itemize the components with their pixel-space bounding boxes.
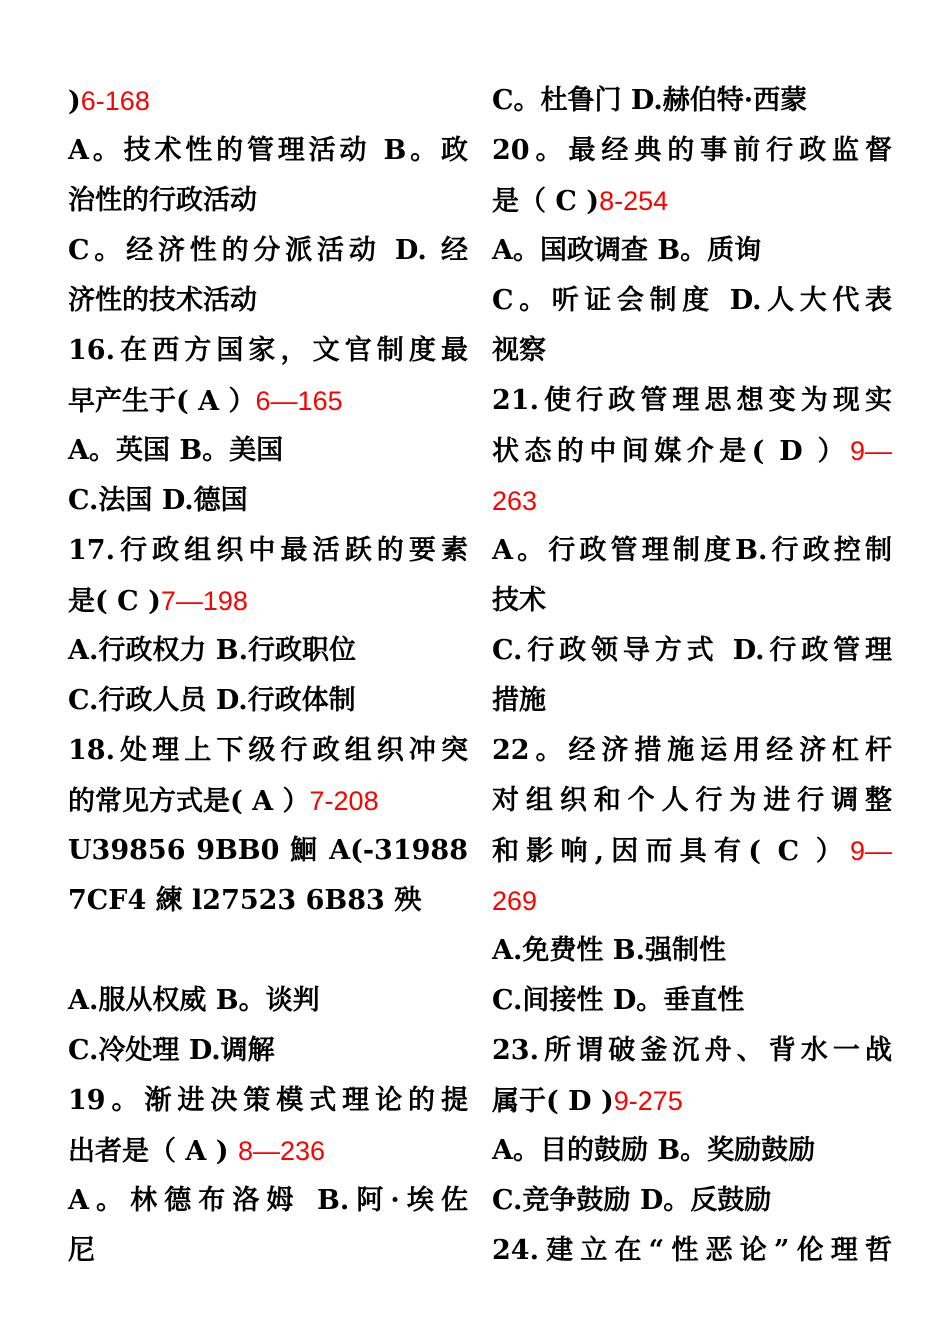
- question-text: U39856 9BB0 鮰 A(-31988: [68, 835, 468, 866]
- question-text: 状态的中间媒介是( D ）: [492, 436, 850, 467]
- question-text: C.法国 D.德国: [68, 485, 248, 516]
- question-text: 是( C ): [68, 586, 161, 617]
- question-text: 18.处理上下级行政组织冲突: [68, 735, 468, 766]
- text-line: [492, 826, 892, 876]
- text-line: [492, 1126, 892, 1176]
- question-text: ): [68, 86, 81, 117]
- question-text: 19。渐进决策模式理论的提: [68, 1085, 468, 1116]
- page-reference: 7—198: [160, 586, 248, 616]
- page-reference: 8—236: [237, 1136, 326, 1166]
- text-line: [68, 176, 468, 226]
- question-text: 视察: [492, 335, 546, 366]
- text-line: [68, 1176, 468, 1226]
- text-line: [492, 426, 892, 476]
- text-line: [492, 1076, 892, 1126]
- right-column: [492, 76, 892, 1276]
- text-line: [68, 1076, 468, 1126]
- question-text: C.行政人员 D.行政体制: [68, 685, 356, 716]
- question-text: A。国政调查 B。质询: [492, 235, 762, 266]
- question-text: C。杜鲁门 D.赫伯特·西蒙: [492, 85, 808, 116]
- text-line: [492, 576, 892, 626]
- question-text: C.竞争鼓励 D。反鼓励: [492, 1185, 772, 1216]
- question-text: 7CF4 練 l27523 6B83 殃: [68, 885, 422, 916]
- question-text: C。经济性的分派活动 D. 经: [68, 235, 468, 266]
- question-text: 20。最经典的事前行政监督: [492, 135, 892, 166]
- text-line: [492, 176, 892, 226]
- question-text: 治性的行政活动: [68, 185, 257, 216]
- text-line: [68, 1026, 468, 1076]
- text-line: [492, 726, 892, 776]
- page-reference: 9—: [849, 436, 892, 466]
- question-text: 措施: [492, 685, 546, 716]
- question-text: A.行政权力 B.行政职位: [68, 635, 356, 666]
- text-line: [492, 276, 892, 326]
- text-line: [492, 776, 892, 826]
- text-line: [492, 1176, 892, 1226]
- question-text: C。听证会制度 D.人大代表: [492, 285, 892, 316]
- page-reference: 9-275: [613, 1086, 683, 1116]
- text-line: [68, 926, 468, 976]
- text-line: [492, 1226, 892, 1276]
- question-text: A。行政管理制度B.行政控制: [492, 535, 892, 566]
- page-reference: 8-254: [599, 186, 669, 216]
- question-text: 出者是（ A ): [68, 1136, 238, 1167]
- text-line: [68, 76, 468, 126]
- text-line: [68, 376, 468, 426]
- text-line: [492, 226, 892, 276]
- text-line: [68, 826, 468, 876]
- text-line: [68, 876, 468, 926]
- question-text: 济性的技术活动: [68, 285, 257, 316]
- page-reference: 263: [492, 486, 538, 516]
- page-reference: 6-168: [80, 86, 150, 116]
- question-text: A。技术性的管理活动 B。政: [68, 135, 468, 166]
- question-text: A。林德布洛姆 B.阿·埃佐: [68, 1185, 468, 1216]
- text-line: [492, 676, 892, 726]
- text-line: [492, 476, 892, 526]
- text-line: [492, 376, 892, 426]
- question-text: 23.所谓破釜沉舟、背水一战: [492, 1035, 892, 1066]
- question-text: A.免费性 B.强制性: [492, 935, 726, 966]
- text-line: [68, 126, 468, 176]
- question-text: 21.使行政管理思想变为现实: [492, 385, 892, 416]
- text-line: [492, 76, 892, 126]
- question-text: 的常见方式是( A ）: [68, 786, 310, 817]
- text-line: [68, 1126, 468, 1176]
- text-line: [492, 976, 892, 1026]
- text-line: [68, 476, 468, 526]
- text-line: [68, 976, 468, 1026]
- text-line: [68, 426, 468, 476]
- text-line: [68, 526, 468, 576]
- question-text: A.服从权威 B。谈判: [68, 985, 320, 1016]
- text-line: [492, 1026, 892, 1076]
- question-text: C.间接性 D。垂直性: [492, 985, 745, 1016]
- text-line: [68, 226, 468, 276]
- question-text: 22。经济措施运用经济杠杆: [492, 735, 892, 766]
- page-reference: 6—165: [255, 386, 343, 416]
- question-text: C.行政领导方式 D.行政管理: [492, 635, 892, 666]
- question-text: 对组织和个人行为进行调整: [492, 785, 892, 816]
- question-text: 和影响,因而具有( C ）: [492, 836, 850, 867]
- question-text: 24.建立在“性恶论”伦理哲: [492, 1235, 892, 1266]
- page-reference: 269: [492, 886, 538, 916]
- page-reference: 9—: [849, 836, 892, 866]
- text-line: [68, 326, 468, 376]
- text-line: [492, 876, 892, 926]
- text-line: [68, 626, 468, 676]
- question-text: 早产生于( A ）: [68, 386, 256, 417]
- text-line: [68, 776, 468, 826]
- question-text: 16.在西方国家，文官制度最: [68, 335, 468, 366]
- question-text: 技术: [492, 585, 546, 616]
- question-text: A。英国 B。美国: [68, 435, 284, 466]
- text-line: [492, 126, 892, 176]
- page-reference: 7-208: [309, 786, 379, 816]
- text-line: [68, 576, 468, 626]
- text-line: [68, 726, 468, 776]
- text-line: [68, 676, 468, 726]
- question-text: 属于( D ): [492, 1086, 614, 1117]
- question-text: 尼: [68, 1235, 95, 1266]
- text-line: [492, 526, 892, 576]
- text-line: [68, 276, 468, 326]
- text-line: [68, 1226, 468, 1276]
- question-text: 是（ C ): [492, 186, 600, 217]
- text-line: [492, 626, 892, 676]
- question-text: C.冷处理 D.调解: [68, 1035, 275, 1066]
- text-line: [492, 326, 892, 376]
- text-line: [492, 926, 892, 976]
- question-text: A。目的鼓励 B。奖励鼓励: [492, 1135, 816, 1166]
- left-column: [68, 76, 468, 1276]
- question-text: 17.行政组织中最活跃的要素: [68, 535, 468, 566]
